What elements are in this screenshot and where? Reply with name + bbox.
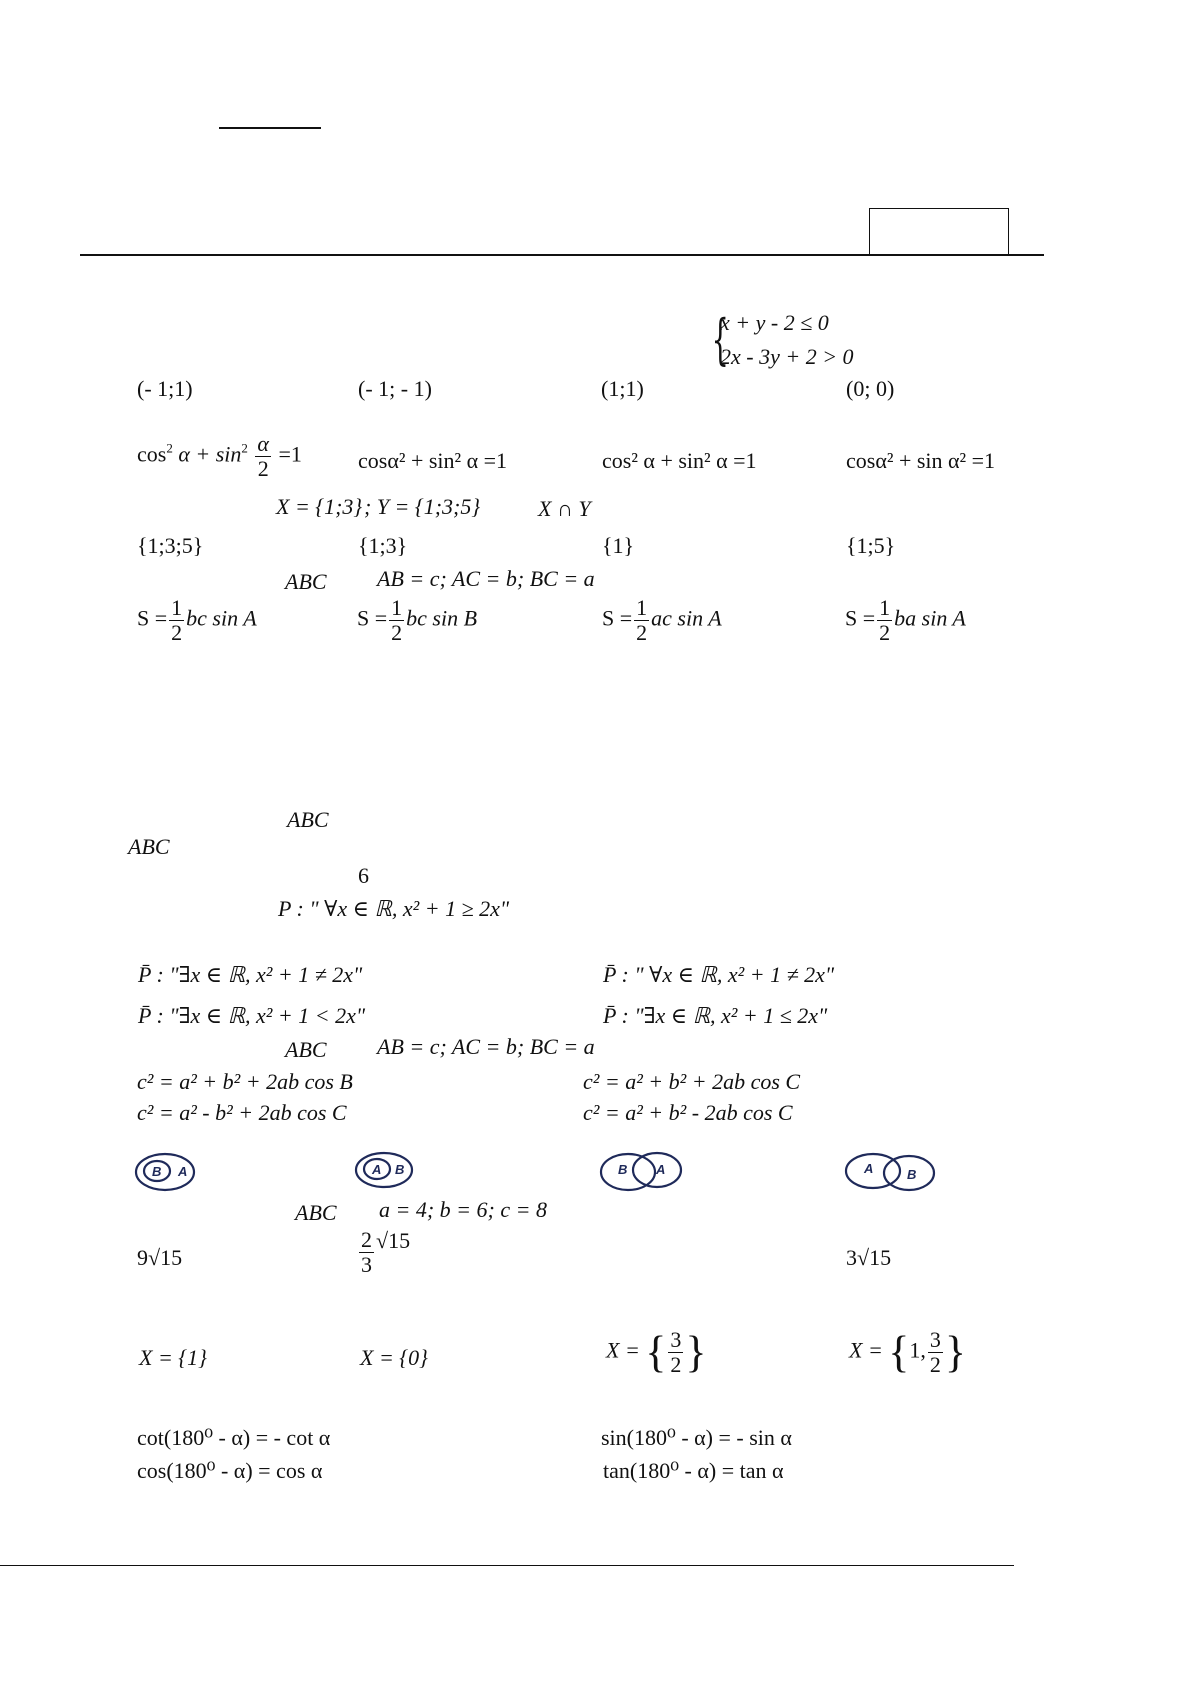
score-box <box>869 208 1009 256</box>
q-sets-option-a: {1;3;5} <box>137 533 204 558</box>
q-setx-option-b: X = {0} <box>360 1345 428 1370</box>
venn-option-b <box>353 1150 415 1192</box>
q-sets-stem-y: ; Y = {1;3;5} <box>364 494 481 519</box>
system-line-1: x + y - 2 ≤ 0 <box>720 310 829 335</box>
venn-option-c <box>598 1150 686 1194</box>
q-cosine-option-b: c² = a² + b² + 2ab cos C <box>583 1069 801 1094</box>
header-rule <box>80 254 1044 256</box>
venn-option-a <box>133 1150 197 1194</box>
venn-c-left: B <box>618 1162 628 1177</box>
q-cosine-stem-sides: AB = c; AC = b; BC = a <box>377 1034 595 1059</box>
q-area-option-b: S = $\frac{1}{2}$ bc sin B <box>357 595 478 645</box>
essay-triangle-1: ABC <box>287 807 329 832</box>
q-setx-option-d: X = {1, $\frac{3}{2}$ } <box>849 1327 967 1377</box>
q-identity-option-a: $\cos^2 \alpha + \sin^2$ $\frac{\alpha}{2}$ =1 <box>137 431 302 481</box>
q-heron-stem-sides: a = 4; b = 6; c = 8 <box>379 1197 547 1222</box>
footer-rule <box>0 1565 1014 1566</box>
q-trig-option-d: tan(180⁰ - α) = tan α <box>603 1458 784 1483</box>
system-line-2: 2x - 3y + 2 > 0 <box>720 344 854 369</box>
name-underline <box>219 127 321 129</box>
venn-option-d <box>843 1150 939 1194</box>
q-setx-option-c: X = { $\frac{3}{2}$ } <box>606 1327 707 1377</box>
venn-a-outer: A <box>178 1164 188 1179</box>
q-area-stem-sides: AB = c; AC = b; BC = a <box>377 566 595 591</box>
q-sets-option-b: {1;3} <box>358 533 408 558</box>
q-heron-option-d: 3√15 <box>846 1245 892 1270</box>
q-area-option-d: S = $\frac{1}{2}$ ba sin A <box>845 595 966 645</box>
q-cosine-stem-triangle: ABC <box>285 1037 327 1062</box>
essay-six: 6 <box>358 863 369 888</box>
q-heron-option-a: 9√15 <box>137 1245 183 1270</box>
essay-proposition: P : " ∀x ∈ ℝ, x² + 1 ≥ 2x" <box>278 896 510 921</box>
q-system-option-b: (- 1; - 1) <box>358 376 432 401</box>
q-sets-option-d: {1;5} <box>846 533 896 558</box>
q-area-option-a: S = $\frac{1}{2}$ bc sin A <box>137 595 257 645</box>
q-identity-option-d: cosα² + sin α² =1 <box>846 448 996 473</box>
essay-triangle-2: ABC <box>128 834 170 859</box>
venn-d-left: A <box>864 1161 874 1176</box>
q-system-option-a: (- 1;1) <box>137 376 193 401</box>
q-negation-option-b: P̄ : " ∀x ∈ ℝ, x² + 1 ≠ 2x" <box>603 962 835 987</box>
q-negation-option-c: P̄ : "∃x ∈ ℝ, x² + 1 < 2x" <box>138 1003 366 1028</box>
q-negation-option-a: P̄ : "∃x ∈ ℝ, x² + 1 ≠ 2x" <box>138 962 363 987</box>
q-sets-option-c: {1} <box>602 533 635 558</box>
q-trig-option-c: cos(180⁰ - α) = cos α <box>137 1458 323 1483</box>
q-sets-stem-op: X ∩ Y <box>538 496 591 521</box>
q-cosine-option-a: c² = a² + b² + 2ab cos B <box>137 1069 353 1094</box>
venn-a-inner: B <box>152 1164 162 1179</box>
q-setx-option-a: X = {1} <box>139 1345 207 1370</box>
system-brace: { <box>711 308 729 371</box>
q-identity-option-c: cos² α + sin² α =1 <box>602 448 757 473</box>
venn-b-outer: B <box>395 1162 405 1177</box>
q-heron-option-b: $\frac{2}{3}$ √15 <box>361 1227 411 1277</box>
q-trig-option-a: cot(180⁰ - α) = - cot α <box>137 1425 331 1450</box>
q-sets-stem-x: X = {1;3} <box>276 494 363 519</box>
q-area-option-c: S = $\frac{1}{2}$ ac sin A <box>602 595 722 645</box>
venn-c-right: A <box>656 1162 666 1177</box>
q-trig-option-b: sin(180⁰ - α) = - sin α <box>601 1425 792 1450</box>
venn-b-inner: A <box>372 1162 382 1177</box>
q-system-option-d: (0; 0) <box>846 376 895 401</box>
q-negation-option-d: P̄ : "∃x ∈ ℝ, x² + 1 ≤ 2x" <box>603 1003 828 1028</box>
venn-d-right: B <box>907 1167 917 1182</box>
q-area-stem-triangle: ABC <box>285 569 327 594</box>
q-heron-stem-triangle: ABC <box>295 1200 337 1225</box>
q-cosine-option-c: c² = a² - b² + 2ab cos C <box>137 1100 347 1125</box>
q-system-option-c: (1;1) <box>601 376 644 401</box>
q-identity-option-b: cosα² + sin² α =1 <box>358 448 508 473</box>
q-cosine-option-d: c² = a² + b² - 2ab cos C <box>583 1100 793 1125</box>
